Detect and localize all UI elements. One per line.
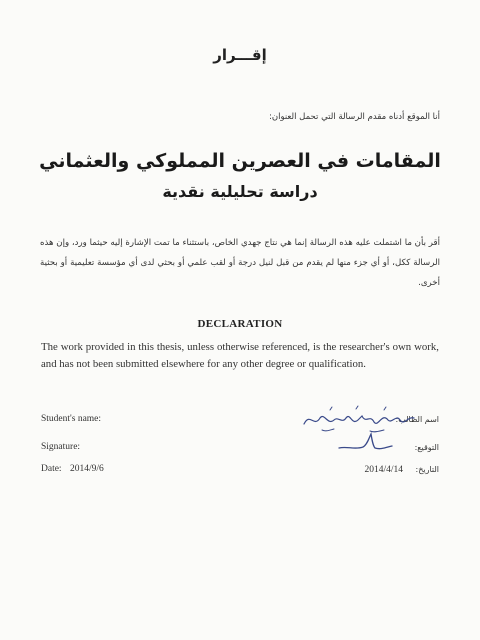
date-label: Date: [41, 464, 62, 474]
student-name-label: Student's name: [41, 414, 102, 424]
date-row-english [41, 464, 104, 474]
declaration-text-arabic: أقر بأن ما اشتملت عليه هذه الرسالة إنما هي نتاج جهدي الخاص، باستثناء ما تمت الإشارة إليه حيثما ورد، وإن هذه الرسالة ككل، أو أي جزء منها لم يقدم من قبل لنيل درجة أو لقب علمي أو بحثي لدى أي مؤسسة تعليمية أو بحثية أخرى. [40, 238, 440, 288]
date-row-arabic [364, 465, 439, 475]
signature-label: Signature: [41, 442, 81, 452]
declaration-text-english: The work provided in this thesis, unless otherwise referenced, is the researcher's own work, and has not been submitted elsewhere for any other degree or qualification. [41, 341, 439, 370]
signature-label-arabic: التوقيع: [414, 443, 439, 452]
date-label-arabic: التاريخ: [415, 465, 439, 474]
student-name-label-arabic: اسم الطالب: [395, 415, 439, 424]
thesis-title: المقامات في العصرين المملوكي والعثماني [39, 150, 441, 172]
date-value-arabic: 2014/4/14 [364, 465, 403, 475]
intro-text-arabic: أنا الموقع أدناه مقدم الرسالة التي تحمل العنوان: [269, 112, 440, 122]
thesis-subtitle: دراسة تحليلية نقدية [162, 182, 318, 201]
signature-mark [335, 430, 395, 458]
page-heading-arabic: إقـــرار [213, 46, 267, 64]
declaration-title: DECLARATION [197, 318, 283, 330]
date-value: 2014/9/6 [69, 464, 104, 474]
